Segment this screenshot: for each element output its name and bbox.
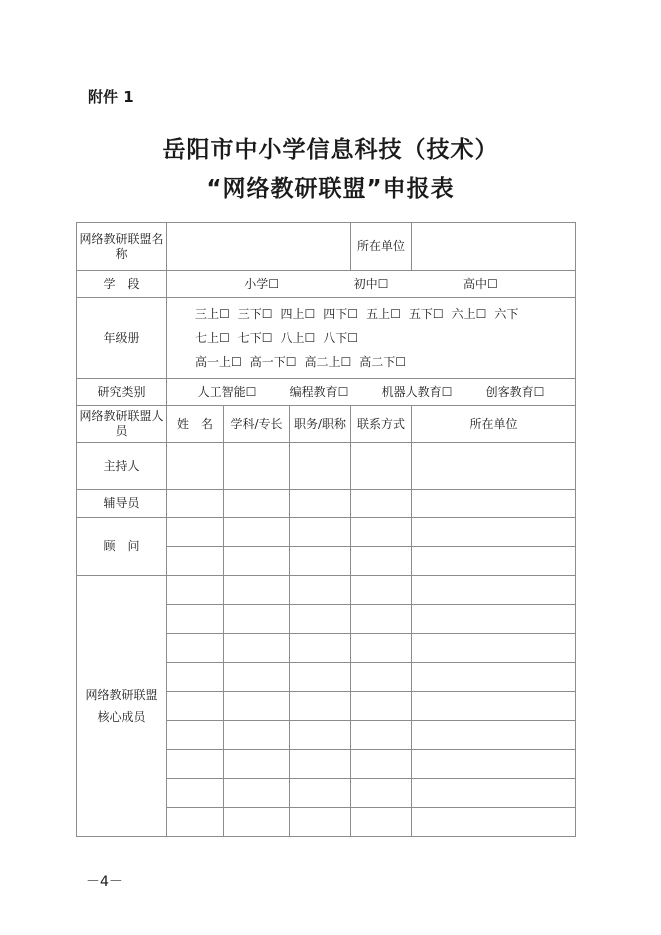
table-cell[interactable] (351, 634, 412, 663)
stage-option-junior[interactable]: 初中☐ (353, 276, 389, 291)
table-row (77, 518, 576, 547)
table-cell[interactable] (351, 443, 412, 490)
table-cell[interactable] (224, 779, 290, 808)
table-cell[interactable] (351, 663, 412, 692)
alliance-name-field[interactable] (167, 223, 351, 271)
grade-option[interactable]: 八上☐ (280, 330, 316, 345)
table-cell[interactable] (167, 779, 224, 808)
table-cell[interactable] (224, 750, 290, 779)
grade-options (167, 298, 576, 379)
table-cell[interactable] (167, 490, 224, 518)
table-cell[interactable] (290, 518, 351, 547)
role-tutor-label: 辅导员 (77, 490, 167, 518)
grade-option[interactable]: 四上☐ (280, 306, 316, 321)
table-cell[interactable] (224, 547, 290, 576)
grade-option[interactable]: 高一上☐ (195, 354, 242, 369)
grade-option[interactable]: 六下 (494, 306, 519, 321)
grade-option[interactable]: 七下☐ (237, 330, 273, 345)
research-option-programming[interactable]: 编程教育☐ (289, 384, 349, 399)
table-cell[interactable] (224, 518, 290, 547)
table-cell[interactable] (351, 750, 412, 779)
col-header-name: 姓 名 (167, 406, 224, 443)
table-cell[interactable] (224, 490, 290, 518)
table-cell[interactable] (412, 692, 576, 721)
grade-option[interactable]: 六上☐ (451, 306, 487, 321)
col-header-position: 职务/职称 (290, 406, 351, 443)
table-cell[interactable] (412, 750, 576, 779)
table-row (77, 490, 576, 518)
table-cell[interactable] (290, 808, 351, 837)
table-cell[interactable] (224, 692, 290, 721)
table-cell[interactable] (167, 443, 224, 490)
col-header-unit: 所在单位 (412, 406, 576, 443)
research-option-ai[interactable]: 人工智能☐ (197, 384, 257, 399)
grade-line-primary (195, 302, 575, 326)
table-cell[interactable] (290, 779, 351, 808)
members-label: 网络教研联盟人员 (77, 406, 167, 443)
grade-option[interactable]: 高一下☐ (249, 354, 297, 369)
grade-line-junior (195, 326, 575, 350)
grade-label: 年级册 (77, 298, 167, 379)
col-header-contact: 联系方式 (351, 406, 412, 443)
table-cell[interactable] (412, 490, 576, 518)
table-cell[interactable] (290, 605, 351, 634)
grade-option[interactable]: 高二上☐ (304, 354, 352, 369)
table-cell[interactable] (290, 576, 351, 605)
grade-option[interactable]: 八下☐ (323, 330, 359, 345)
table-cell[interactable] (167, 721, 224, 750)
role-advisor-label: 顾 问 (77, 518, 167, 576)
stage-option-primary[interactable]: 小学☐ (244, 276, 280, 291)
table-cell[interactable] (351, 490, 412, 518)
research-options (167, 379, 576, 406)
grade-option[interactable]: 高二下☐ (359, 354, 407, 369)
table-cell[interactable] (351, 576, 412, 605)
table-cell[interactable] (290, 547, 351, 576)
grade-line-senior (195, 350, 575, 374)
table-cell[interactable] (351, 547, 412, 576)
table-cell[interactable] (167, 605, 224, 634)
stage-label: 学 段 (77, 271, 167, 298)
table-cell[interactable] (351, 779, 412, 808)
page-number: －4－ (86, 874, 123, 890)
table-cell[interactable] (351, 692, 412, 721)
grade-option[interactable]: 三下☐ (237, 306, 273, 321)
unit-label: 所在单位 (351, 223, 412, 271)
table-cell[interactable] (412, 779, 576, 808)
grade-option[interactable]: 五下☐ (408, 306, 444, 321)
table-cell[interactable] (224, 663, 290, 692)
table-cell[interactable] (351, 721, 412, 750)
table-cell[interactable] (167, 576, 224, 605)
table-cell[interactable] (224, 808, 290, 837)
table-row (77, 443, 576, 490)
table-cell[interactable] (412, 547, 576, 576)
table-cell[interactable] (167, 808, 224, 837)
table-cell[interactable] (167, 750, 224, 779)
table-cell[interactable] (290, 634, 351, 663)
stage-option-senior[interactable]: 高中☐ (462, 276, 498, 291)
grade-option[interactable]: 四下☐ (323, 306, 359, 321)
table-cell[interactable] (167, 663, 224, 692)
table-cell[interactable] (412, 634, 576, 663)
table-cell[interactable] (412, 721, 576, 750)
table-cell[interactable] (351, 518, 412, 547)
table-row (77, 576, 576, 605)
table-cell[interactable] (167, 692, 224, 721)
research-label: 研究类别 (77, 379, 167, 406)
application-form-table (76, 222, 576, 837)
table-cell[interactable] (290, 721, 351, 750)
role-host-label: 主持人 (77, 443, 167, 490)
table-cell[interactable] (224, 443, 290, 490)
table-cell[interactable] (290, 490, 351, 518)
table-cell[interactable] (412, 576, 576, 605)
grade-option[interactable]: 七上☐ (195, 330, 230, 345)
research-option-maker[interactable]: 创客教育☐ (485, 384, 545, 399)
table-cell[interactable] (351, 808, 412, 837)
table-cell[interactable] (412, 518, 576, 547)
unit-field[interactable] (412, 223, 576, 271)
table-cell[interactable] (351, 605, 412, 634)
grade-option[interactable]: 三上☐ (195, 306, 230, 321)
table-cell[interactable] (412, 663, 576, 692)
table-cell[interactable] (290, 750, 351, 779)
table-cell[interactable] (290, 443, 351, 490)
stage-options (167, 271, 576, 298)
attachment-label: 附件 1 (88, 88, 134, 106)
core-members-label: 网络教研联盟核心成员 (77, 576, 167, 837)
table-cell[interactable] (224, 721, 290, 750)
table-cell[interactable] (290, 663, 351, 692)
alliance-name-label: 网络教研联盟名称 (77, 223, 167, 271)
table-cell[interactable] (224, 634, 290, 663)
page-title: 岳阳市中小学信息科技（技术） (162, 137, 499, 163)
grade-option[interactable]: 五上☐ (366, 306, 401, 321)
page-subtitle: “网络教研联盟”申报表 (206, 176, 455, 202)
table-cell[interactable] (224, 576, 290, 605)
table-cell[interactable] (224, 605, 290, 634)
table-cell[interactable] (412, 443, 576, 490)
col-header-subject: 学科/专长 (224, 406, 290, 443)
table-cell[interactable] (412, 808, 576, 837)
research-option-robotics[interactable]: 机器人教育☐ (381, 384, 453, 399)
table-cell[interactable] (167, 518, 224, 547)
table-cell[interactable] (167, 547, 224, 576)
table-cell[interactable] (167, 634, 224, 663)
table-cell[interactable] (412, 605, 576, 634)
table-cell[interactable] (290, 692, 351, 721)
